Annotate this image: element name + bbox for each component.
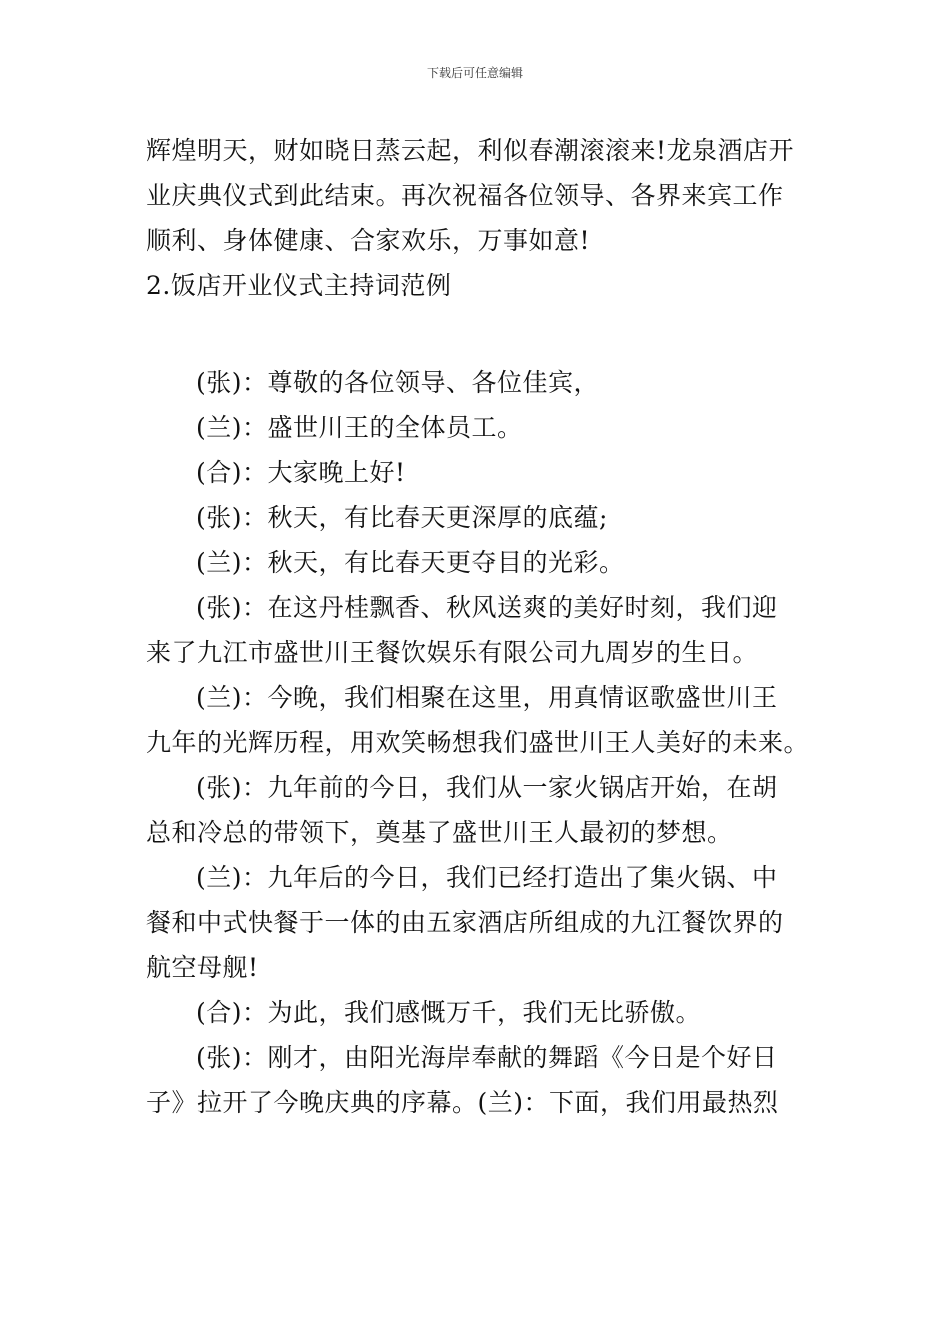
text-line: (合)：为此，我们感慨万千，我们无比骄傲。: [196, 998, 702, 1027]
text-line: (兰)：盛世川王的全体员工。: [196, 413, 523, 442]
dialogue-paragraph: [146, 990, 810, 1035]
text-line: 餐和中式快餐于一体的由五家酒店所组成的九江餐饮界的: [146, 908, 784, 937]
text-line: 航空母舰!: [146, 953, 259, 982]
dialogue-paragraph: [146, 405, 810, 450]
dialogue-paragraph: [146, 1035, 810, 1125]
document-body: [146, 128, 810, 1125]
text-line: (兰)：九年后的今日，我们已经打造出了集火锅、中: [196, 863, 778, 892]
dialogue-paragraph: [146, 585, 810, 675]
intro-paragraph: [146, 128, 810, 263]
text-line: (张)：刚才，由阳光海岸奉献的舞蹈《今日是个好日: [196, 1043, 778, 1072]
text-line: 辉煌明天，财如晓日蒸云起，利似春潮滚滚来!龙泉酒店开: [146, 136, 795, 165]
text-line: 子》拉开了今晚庆典的序幕。(兰)：下面，我们用最热烈: [146, 1088, 779, 1117]
text-line: (兰)：今晚，我们相聚在这里，用真情讴歌盛世川王: [196, 683, 778, 712]
dialogue-paragraph: [146, 540, 810, 585]
dialogue-paragraph: [146, 855, 810, 990]
text-line: (张)：秋天，有比春天更深厚的底蕴;: [196, 503, 608, 532]
text-line: 九年的光辉历程，用欢笑畅想我们盛世川王人美好的未来。: [146, 728, 810, 757]
text-line: (合)：大家晚上好!: [196, 458, 406, 487]
text-line: (张)：在这丹桂飘香、秋风送爽的美好时刻，我们迎: [196, 593, 778, 622]
text-line: 顺利、身体健康、合家欢乐，万事如意!: [146, 226, 591, 255]
dialogue-paragraph: [146, 495, 810, 540]
dialogue-paragraph: [146, 450, 810, 495]
dialogue-paragraph: [146, 675, 810, 765]
text-line: (兰)：秋天，有比春天更夺目的光彩。: [196, 548, 625, 577]
section-title: 2.饭店开业仪式主持词范例: [146, 271, 452, 300]
dialogue-paragraphs: [146, 360, 810, 1125]
text-line: (张)：尊敬的各位领导、各位佳宾，: [196, 368, 600, 397]
blank-space: [146, 308, 810, 360]
text-line: 业庆典仪式到此结束。再次祝福各位领导、各界来宾工作: [146, 181, 784, 210]
dialogue-paragraph: [146, 360, 810, 405]
text-line: 来了九江市盛世川王餐饮娱乐有限公司九周岁的生日。: [146, 638, 759, 667]
text-line: 总和冷总的带领下，奠基了盛世川王人最初的梦想。: [146, 818, 733, 847]
text-line: (张)：九年前的今日，我们从一家火锅店开始，在胡: [196, 773, 778, 802]
dialogue-paragraph: [146, 765, 810, 855]
page-header: 下载后可任意编辑: [426, 66, 523, 80]
